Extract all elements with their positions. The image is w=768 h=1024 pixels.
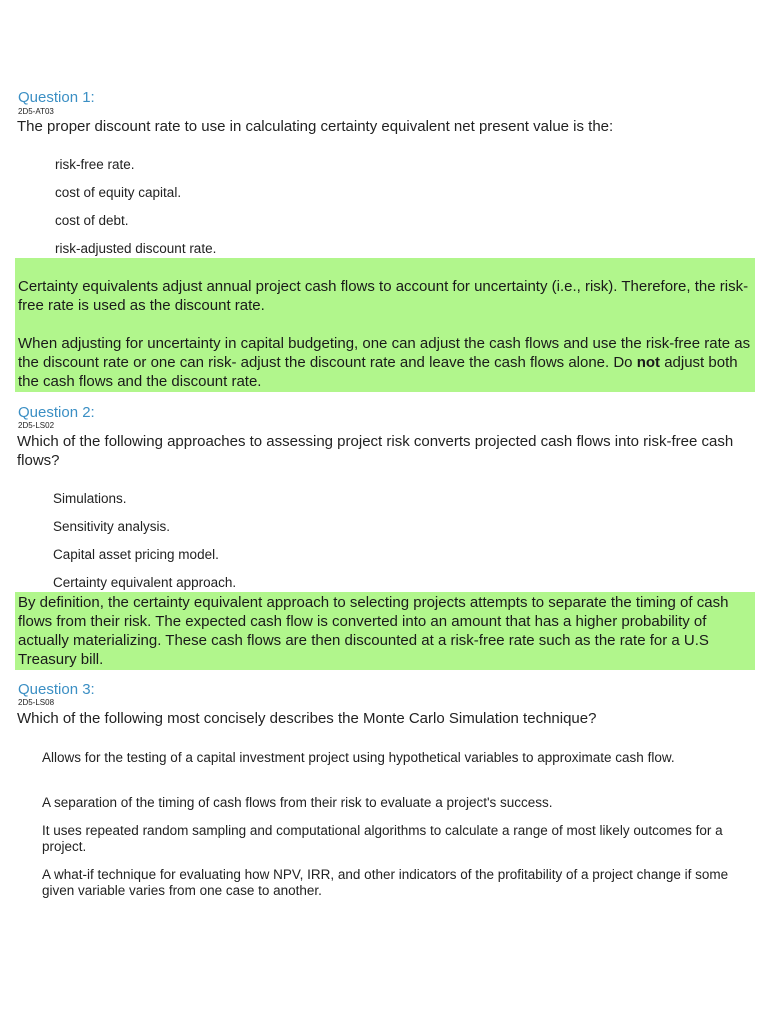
question-3-choice-3[interactable]: It uses repeated random sampling and computational algorithms to calculate a range of most likely outcomes for a project. [42,823,723,854]
question-3-text: Which of the following most concisely describes the Monte Carlo Simulation technique? [17,710,597,727]
question-2-title: Question 2: [18,404,95,421]
question-1-choice-3[interactable]: cost of debt. [55,213,129,228]
explanation-p2-emphasis: not [636,354,661,371]
question-2-choice-1[interactable]: Simulations. [53,491,127,506]
question-1-text: The proper discount rate to use in calculating certainty equivalent net present value is the: [17,118,614,135]
question-3-code: 2D5-LS08 [18,698,55,707]
question-1-choice-1[interactable]: risk-free rate. [55,157,135,172]
question-3-choice-2[interactable]: A separation of the timing of cash flows from their risk to evaluate a project's success. [42,795,553,810]
question-3-choice-4[interactable]: A what-if technique for evaluating how NPV, IRR, and other indicators of the profitability of a project change if some given variable varies from one case to another. [42,867,729,898]
question-1-choice-4[interactable]: risk-adjusted discount rate. [55,241,217,256]
explanation-p2-end: adjust both the cash flows and the discount rate. [18,354,738,390]
question-2-code: 2D5-LS02 [18,421,55,430]
question-2-choice-2[interactable]: Sensitivity analysis. [53,519,171,534]
question-1-explanation-p2 [18,334,751,391]
question-2-explanation [15,592,755,670]
question-1-choice-2[interactable]: cost of equity capital. [55,185,182,200]
question-1-explanation-p1: Certainty equivalents adjust annual project cash flows to account for uncertainty (i.e., risk). Therefore, the risk-free rate is used as the discount rate. [18,278,749,314]
question-2-choice-3[interactable]: Capital asset pricing model. [53,547,219,562]
question-1-code: 2D5-AT03 [18,107,54,116]
question-2-text: Which of the following approaches to assessing project risk converts projected cash flows into risk-free cash flows? [17,433,734,469]
question-1-explanation [15,258,755,392]
question-1-title: Question 1: [18,89,95,106]
explanation-p2-start: When adjusting for uncertainty in capital budgeting, one can adjust the cash flows and use the risk-free rate as the discount rate or one can risk- adjust the discount rate and leave the cash flows alone. Do [18,335,751,371]
question-3-choice-1[interactable]: Allows for the testing of a capital investment project using hypothetical variables to approximate cash flow. [42,750,675,765]
question-3-title: Question 3: [18,681,95,698]
question-2-explanation-p1: By definition, the certainty equivalent approach to selecting projects attempts to separate the timing of cash flows from their risk. The expected cash flow is converted into an amount that has a higher probability of actually materializing. These cash flows are then discounted at a risk-free rate such as the rate for a U.S Treasury bill. [18,594,729,668]
question-2-choice-4[interactable]: Certainty equivalent approach. [53,575,237,590]
